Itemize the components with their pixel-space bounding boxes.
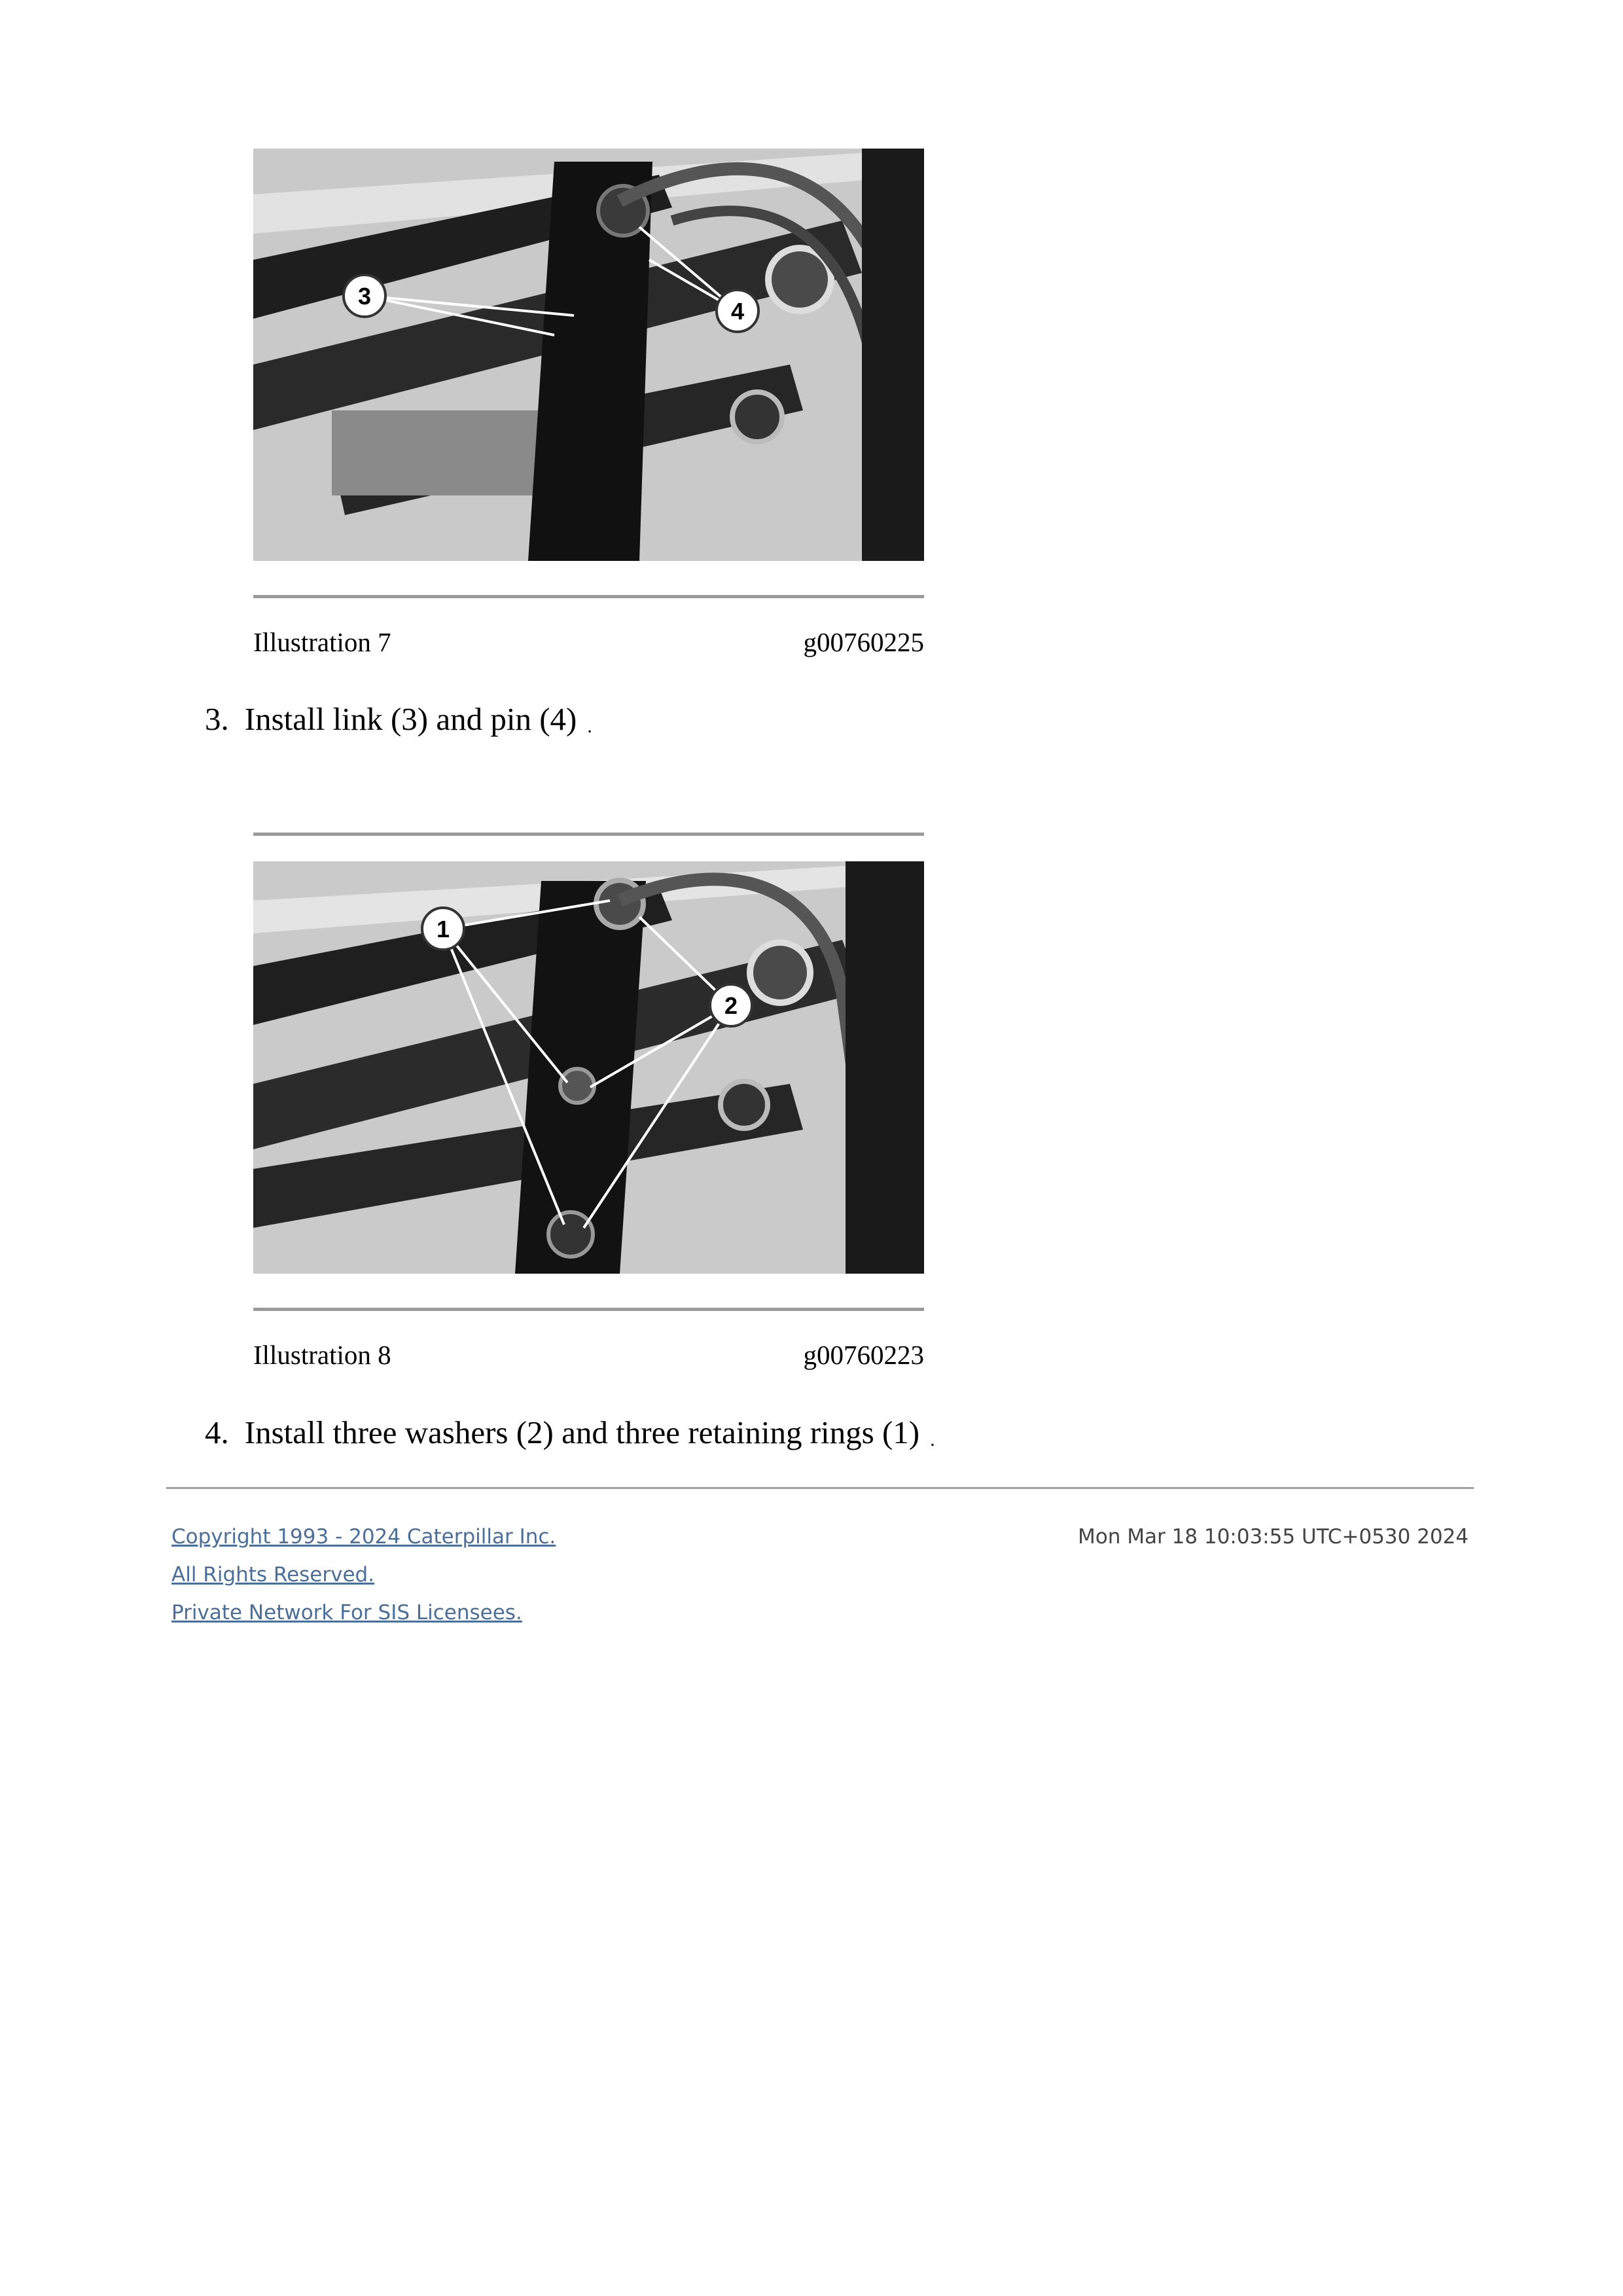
illustration-8-photo bbox=[253, 861, 924, 1274]
illustration-7-code: g00760225 bbox=[803, 627, 924, 657]
illustration-7-label: Illustration 7 bbox=[253, 627, 391, 657]
step-3-end: . bbox=[587, 715, 592, 737]
callout-1: 1 bbox=[436, 916, 450, 942]
step-4-end: . bbox=[930, 1429, 935, 1450]
copyright-link[interactable]: Copyright 1993 - 2024 Caterpillar Inc. bbox=[171, 1525, 556, 1549]
step-3-text: Install link (3) and pin (4) bbox=[244, 701, 577, 737]
step-3-number: 3. bbox=[205, 701, 229, 737]
illustration-7-caption bbox=[253, 626, 924, 658]
footer-rule bbox=[166, 1487, 1474, 1489]
illustration-8-label: Illustration 8 bbox=[253, 1340, 391, 1370]
step-3 bbox=[205, 700, 592, 738]
rights-link[interactable]: All Rights Reserved. bbox=[171, 1563, 375, 1587]
step-4-number: 4. bbox=[205, 1414, 229, 1450]
illustration-8-top-rule bbox=[253, 833, 924, 836]
step-4 bbox=[205, 1414, 935, 1451]
step-4-text: Install three washers (2) and three retaining rings (1) bbox=[244, 1414, 920, 1450]
illustration-7-photo bbox=[253, 149, 924, 561]
illustration-8-rule bbox=[253, 1308, 924, 1311]
illustration-7-rule bbox=[253, 595, 924, 598]
callout-4: 4 bbox=[730, 298, 745, 325]
network-link[interactable]: Private Network For SIS Licensees. bbox=[171, 1601, 522, 1624]
callout-2: 2 bbox=[724, 992, 738, 1019]
illustration-8-caption bbox=[253, 1339, 924, 1371]
callout-3: 3 bbox=[357, 283, 372, 310]
footer-timestamp: Mon Mar 18 10:03:55 UTC+0530 2024 bbox=[1077, 1525, 1469, 1549]
illustration-8-code: g00760223 bbox=[803, 1340, 924, 1370]
